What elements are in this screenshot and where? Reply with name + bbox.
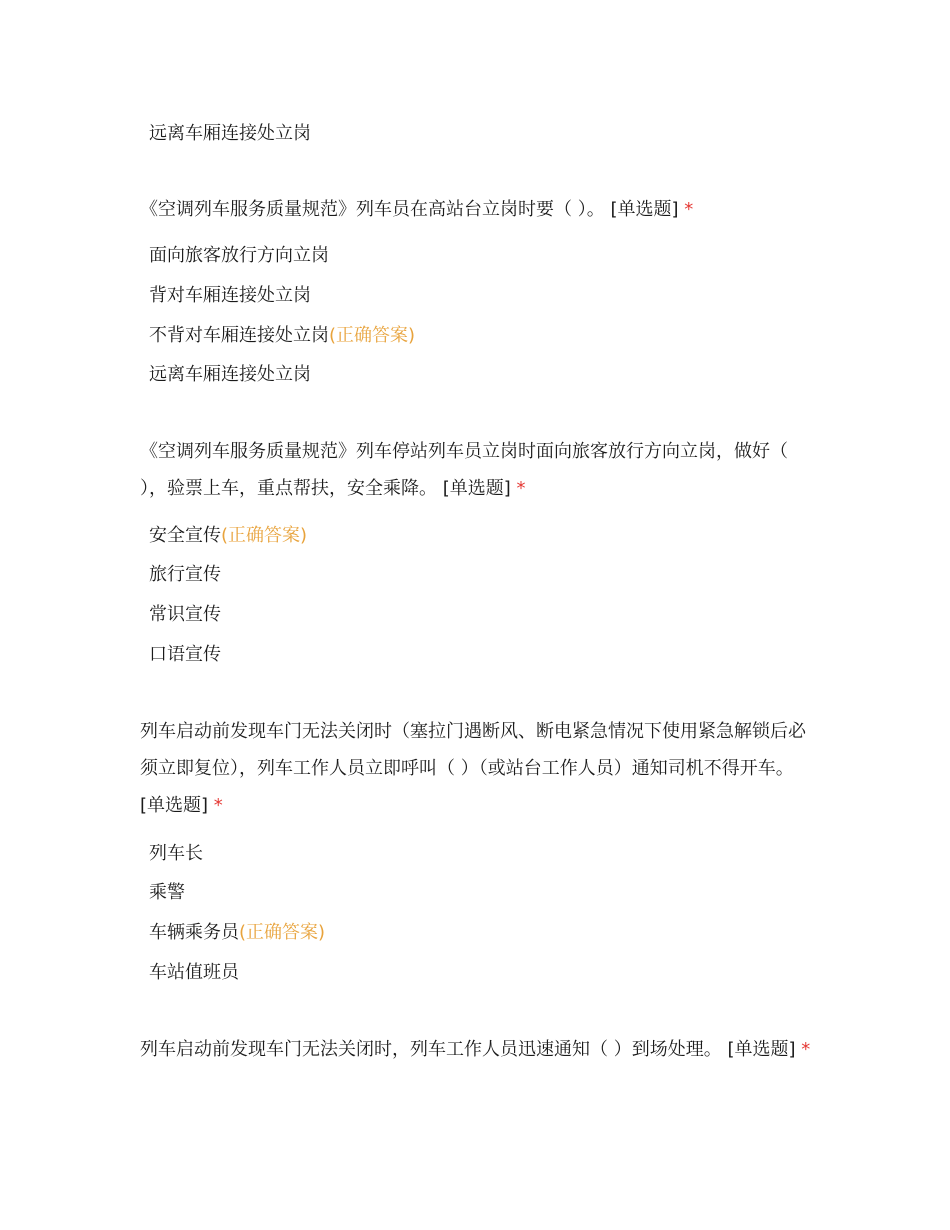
correct-answer-marker: (正确答案) (221, 525, 308, 546)
question-type-tag: [单选题] (140, 795, 209, 816)
option-text: 旅行宣传 (149, 564, 221, 585)
option-text: 车辆乘务员 (149, 922, 239, 943)
required-asterisk: * (801, 1039, 811, 1060)
question-body: 《空调列车服务质量规范》列车员在高站台立岗时要（ ）。 (140, 199, 605, 220)
option-item (149, 842, 203, 866)
question-type-tag: [单选题] (442, 478, 511, 499)
option-text: 口语宣传 (149, 644, 221, 665)
question-type-tag: [单选题] (610, 199, 679, 220)
option-text: 安全宣传 (149, 525, 221, 546)
option-item (149, 961, 239, 985)
question-type-tag: [单选题] (727, 1039, 796, 1060)
option-text: 面向旅客放行方向立岗 (149, 245, 329, 266)
option-item (149, 603, 221, 627)
question-text (140, 433, 820, 507)
option-item (149, 244, 329, 268)
question-body: 列车启动前发现车门无法关闭时，列车工作人员迅速通知（ ）到场处理。 (140, 1039, 722, 1060)
option-item (149, 284, 311, 308)
option-text: 乘警 (149, 882, 185, 903)
option-text: 列车长 (149, 843, 203, 864)
required-asterisk: * (684, 199, 694, 220)
option-item (149, 324, 415, 348)
question-body: 列车启动前发现车门无法关闭时（塞拉门遇断风、断电紧急情况下使用紧急解锁后必须立即复位），列车工作人员立即呼叫（ ）（或站台工作人员）通知司机不得开车。 (140, 721, 806, 779)
question-text (140, 713, 820, 824)
question-text (140, 1031, 820, 1068)
option-text: 车站值班员 (149, 962, 239, 983)
correct-answer-marker: (正确答案) (239, 922, 326, 943)
question-body: 《空调列车服务质量规范》列车停站列车员立岗时面向旅客放行方向立岗，做好（ ），验票上车，重点帮扶，安全乘降。 (140, 441, 788, 499)
required-asterisk: * (516, 478, 526, 499)
option-item (149, 524, 307, 548)
option-item (149, 363, 311, 387)
option-text: 远离车厢连接处立岗 (149, 123, 311, 144)
option-text: 不背对车厢连接处立岗 (149, 325, 329, 346)
option-text: 远离车厢连接处立岗 (149, 364, 311, 385)
option-item (149, 563, 221, 587)
option-item (149, 643, 221, 667)
option-item (149, 881, 185, 905)
correct-answer-marker: (正确答案) (329, 325, 416, 346)
question-text (140, 191, 820, 228)
option-text: 背对车厢连接处立岗 (149, 285, 311, 306)
option-text: 常识宣传 (149, 604, 221, 625)
option-item (149, 921, 325, 945)
required-asterisk: * (213, 795, 223, 816)
option-item (149, 122, 311, 146)
